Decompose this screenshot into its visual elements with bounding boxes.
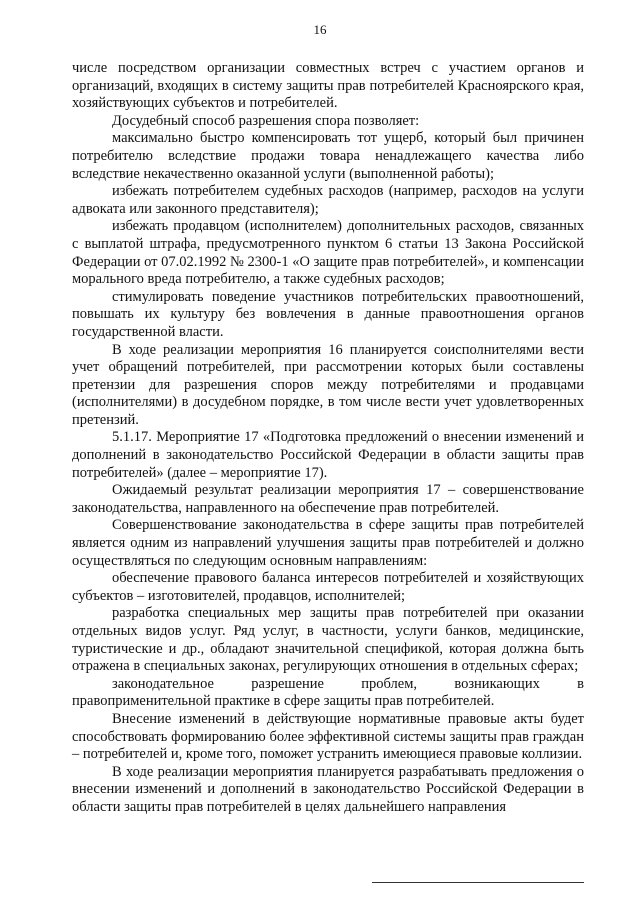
paragraph-measure-17-heading: 5.1.17. Мероприятие 17 «Подготовка предложений о внесении изменений и дополнений в законодательство Российской Федерации в области защиты прав потребителей» (далее – мероприятие 17).	[72, 429, 584, 481]
paragraph-avoid-court-costs: избежать потребителем судебных расходов (например, расходов на услуги адвоката или законного представителя);	[72, 183, 584, 217]
paragraph-continuation: числе посредством организации совместных встреч с участием органов и организаций, входящих в систему защиты прав потребителей Красноярского края, хозяйствующих субъектов и потребителей.	[72, 60, 584, 112]
paragraph-compensate-damage: максимально быстро компенсировать тот ущерб, который был причинен потребителю вследствие продажи товара ненадлежащего качества либо вследствие некачественно оказанной услуги (выполненной работы);	[72, 130, 584, 182]
paragraph-pretrial-intro: Досудебный способ разрешения спора позволяет:	[112, 112, 420, 129]
paragraph-expected-result: Ожидаемый результат реализации мероприятия 17 – совершенствование законодательства, направленного на обеспечение прав потребителей.	[72, 482, 584, 516]
paragraph-special-measures: разработка специальных мер защиты прав потребителей при оказании отдельных видов услуг. Ряд услуг, в частности, услуги банков, медицинские, туристические и др., обладают значительной спецификой, которая должна быть отражена в специальных законах, регулирующих отношения в отдельных сферах;	[72, 605, 584, 675]
paragraph-proposals-development: В ходе реализации мероприятия планируется разрабатывать предложения о внесении изменений и дополнений в законодательство Российской Федерации в области защиты прав потребителей в целях дальнейшего направления	[72, 763, 584, 815]
paragraph-avoid-seller-costs: избежать продавцом (исполнителем) дополнительных расходов, связанных с выплатой штрафа, предусмотренного пунктом 6 статьи 13 Закона Российской Федерации от 07.02.1992 № 2300-1 «О защите прав потребителей», и компенсации морального вреда потребителю, а также судебных расходов;	[72, 218, 584, 288]
paragraph-amendments-effect: Внесение изменений в действующие нормативные правовые акты будет способствовать формированию более эффективной системы защиты прав граждан – потребителей и, кроме того, поможет устранить имеющиеся правовые коллизии.	[72, 710, 584, 763]
page-number: 16	[313, 22, 327, 37]
paragraph-legal-balance: обеспечение правового баланса интересов потребителей и хозяйствующих субъектов – изготовителей, продавцов, исполнителей;	[72, 570, 584, 604]
paragraph-legislative-resolution: законодательное разрешение проблем, возникающих в правоприменительной практике в сфере защиты прав потребителей.	[72, 675, 584, 710]
paragraph-improvement-directions: Совершенствование законодательства в сфере защиты прав потребителей является одним из направлений улучшения защиты прав потребителей и должно осуществляться по следующим основным направлениям:	[72, 517, 584, 569]
document-body	[72, 60, 584, 817]
paragraph-measure-16: В ходе реализации мероприятия 16 планируется соисполнителями вести учет обращений потребителей, при рассмотрении которых были составлены претензии для разрешения споров между потребителями и продавцами (исполнителями) в досудебном порядке, в том числе вести учет удовлетворенных претензий.	[72, 341, 584, 428]
paragraph-stimulate-behavior: стимулировать поведение участников потребительских правоотношений, повышать их культуру без вовлечения в данные правоотношения органов государственной власти.	[72, 288, 584, 340]
footer-rule	[372, 882, 584, 883]
